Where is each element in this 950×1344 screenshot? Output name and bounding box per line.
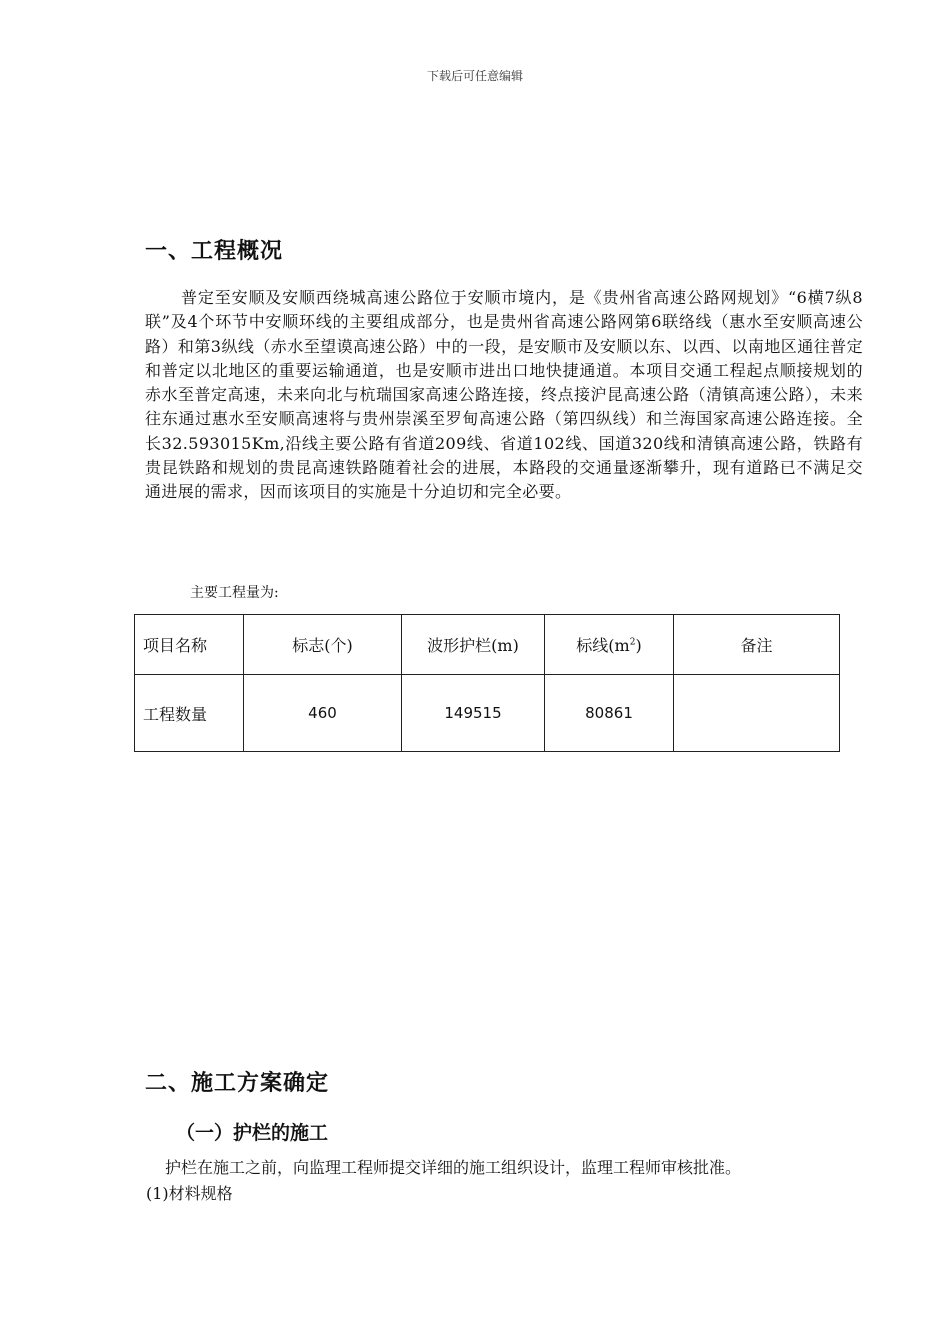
- markings-close: ): [635, 636, 642, 655]
- subsection-title-guardrail: （一）护栏的施工: [176, 1122, 329, 1144]
- guardrail-paragraph: 护栏在施工之前，向监理工程师提交详细的施工组织设计，监理工程师审核批准。: [165, 1158, 742, 1177]
- overview-paragraph: 普定至安顺及安顺西绕城高速公路位于安顺市境内，是《贵州省高速公路网规划》“6横7纵8联”及4个环节中安顺环线的主要组成部分，也是贵州省高速公路网第6联络线（惠水至安顺高速公路）和第3纵线（赤水至望谟高速公路）中的一段，是安顺市及安顺以东、以西、以南地区通往普定和普定以北地区的重要运输通道，也是安顺市进出口地快捷通道。本项目交通工程起点顺接规划的赤水至普定高速，未来向北与杭瑞国家高速公路连接，终点接沪昆高速公路（清镇高速公路），未来往东通过惠水至安顺高速将与贵州崇溪至罗甸高速公路（第四纵线）和兰海国家高速公路连接。全长32.593015Km,沿线主要公路有省道209线、省道102线、国道320线和清镇高速公路，铁路有贵昆铁路和规划的贵昆高速铁路随着社会的进展，本路段的交通量逐渐攀升，现有道路已不满足交通进展的需求，因而该项目的实施是十分迫切和完全必要。: [145, 288, 863, 502]
- header-cell-item-name: 项目名称: [135, 615, 244, 675]
- material-spec-item: (1)材料规格: [146, 1184, 233, 1203]
- table-header-row: [135, 615, 840, 675]
- markings-label: 标线(m: [576, 636, 630, 655]
- header-cell-guardrail: 波形护栏(m): [402, 615, 545, 675]
- cell-signs-count: 460: [244, 675, 402, 752]
- cell-quantity-label: 工程数量: [135, 675, 244, 752]
- table-row: [135, 675, 840, 752]
- header-cell-signs: 标志(个): [244, 615, 402, 675]
- section-title-overview: 一、工程概况: [145, 239, 284, 264]
- page-header-note: 下载后可任意编辑: [426, 69, 523, 83]
- header-cell-markings: [545, 615, 674, 675]
- cell-guardrail-length: 149515: [402, 675, 545, 752]
- quantity-table: [134, 614, 840, 752]
- table-caption: 主要工程量为:: [190, 585, 279, 601]
- markings-superscript: 2: [629, 637, 636, 648]
- section-title-construction-plan: 二、施工方案确定: [145, 1071, 330, 1096]
- cell-markings-area: 80861: [545, 675, 674, 752]
- header-cell-remarks: 备注: [674, 615, 840, 675]
- cell-remarks: [674, 675, 840, 752]
